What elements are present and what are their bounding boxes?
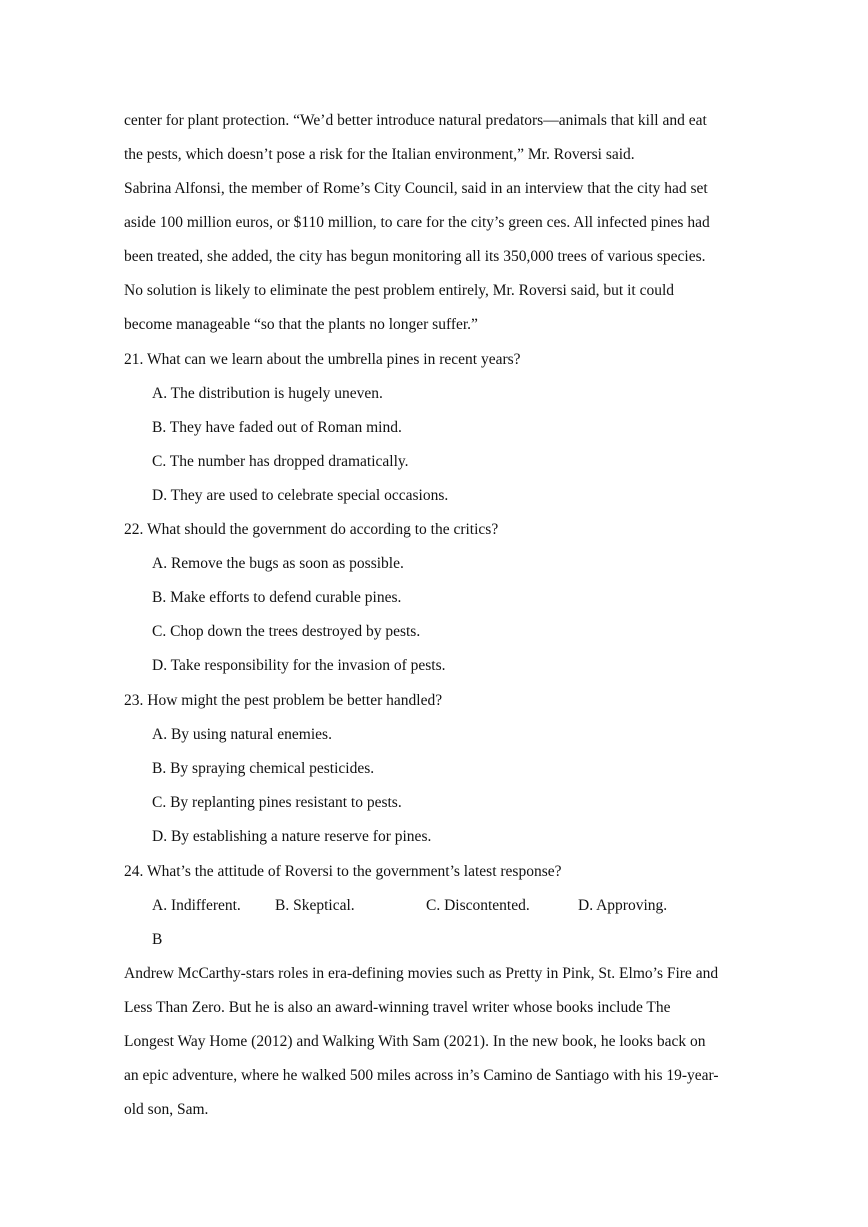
question-22-option-c: C. Chop down the trees destroyed by pests. [152,623,421,640]
question-23-option-d: D. By establishing a nature reserve for pines. [152,828,432,845]
question-21-option-b: B. They have faded out of Roman mind. [152,419,402,436]
passage-line: Sabrina Alfonsi, the member of Rome’s City Council, said in an interview that the city had set [124,180,708,197]
question-21-option-d: D. They are used to celebrate special occasions. [152,487,449,504]
question-22-option-a: A. Remove the bugs as soon as possible. [152,555,404,572]
section-b-line: an epic adventure, where he walked 500 miles across in’s Camino de Santiago with his 19-year- [124,1067,719,1084]
question-24-option-d: D. Approving. [578,897,668,914]
question-24-option-c: C. Discontented. [426,897,530,914]
passage-line: aside 100 million euros, or $110 million, to care for the city’s green ces. All infected pines had [124,214,710,231]
question-24-stem: 24. What’s the attitude of Roversi to the government’s latest response? [124,863,562,880]
section-b-line: Less Than Zero. But he is also an award-winning travel writer whose books include The [124,999,671,1016]
question-21-stem: 21. What can we learn about the umbrella pines in recent years? [124,351,521,368]
passage-line: become manageable “so that the plants no longer suffer.” [124,316,478,333]
question-24-option-a: A. Indifferent. [152,897,241,914]
question-22-option-d: D. Take responsibility for the invasion of pests. [152,657,446,674]
section-b-label: B [152,931,163,948]
section-b-line: Andrew McCarthy-stars roles in era-defining movies such as Pretty in Pink, St. Elmo’s Fire and [124,965,719,982]
passage-line: the pests, which doesn’t pose a risk for the Italian environment,” Mr. Roversi said. [124,146,635,163]
question-23-option-c: C. By replanting pines resistant to pests. [152,794,402,811]
section-b-line: Longest Way Home (2012) and Walking With Sam (2021). In the new book, he looks back on [124,1033,706,1050]
passage-line: No solution is likely to eliminate the pest problem entirely, Mr. Roversi said, but it could [124,282,675,299]
question-23-option-a: A. By using natural enemies. [152,726,332,743]
passage-line: center for plant protection. “We’d better introduce natural predators—animals that kill and eat [124,112,707,129]
question-21-option-a: A. The distribution is hugely uneven. [152,385,383,402]
question-22-option-b: B. Make efforts to defend curable pines. [152,589,402,606]
section-b-line: old son, Sam. [124,1101,209,1118]
question-24-option-b: B. Skeptical. [275,897,355,914]
passage-line: been treated, she added, the city has begun monitoring all its 350,000 trees of various species. [124,248,706,265]
question-23-stem: 23. How might the pest problem be better handled? [124,692,443,709]
question-23-option-b: B. By spraying chemical pesticides. [152,760,375,777]
question-22-stem: 22. What should the government do according to the critics? [124,521,499,538]
question-21-option-c: C. The number has dropped dramatically. [152,453,409,470]
